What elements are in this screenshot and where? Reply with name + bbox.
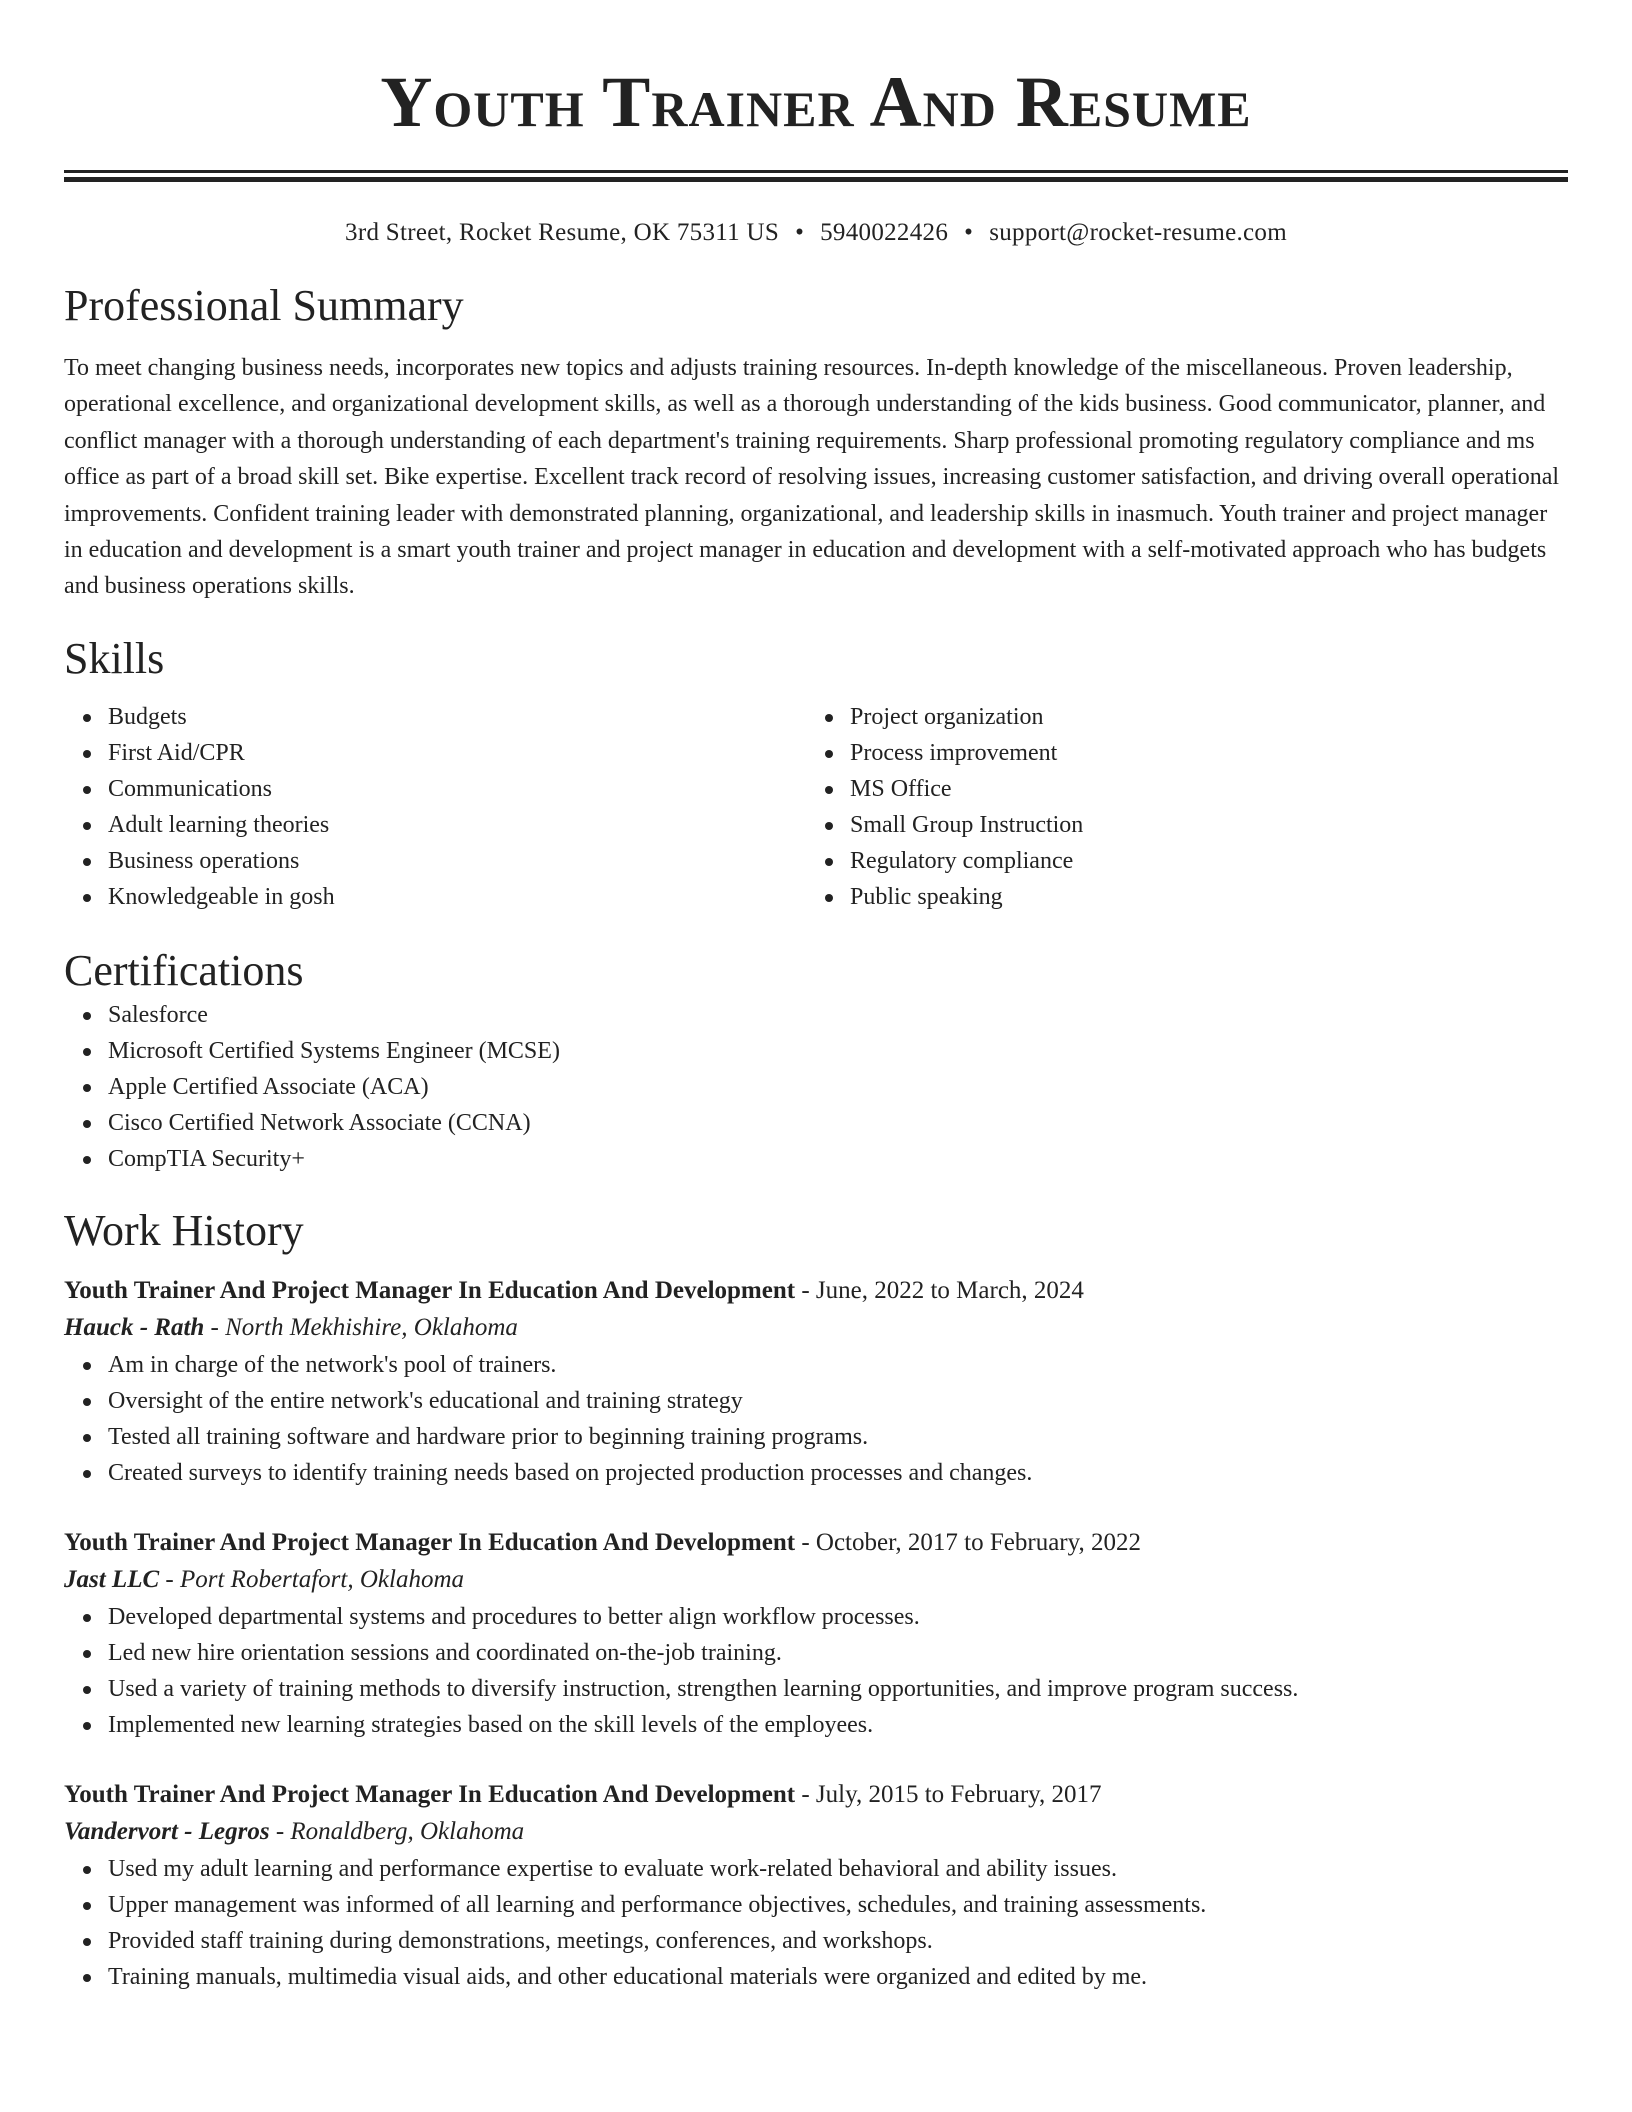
- skills-heading: Skills: [64, 633, 165, 683]
- work-history-heading: Work History: [64, 1205, 304, 1255]
- job-title-line: [64, 1273, 1568, 1309]
- job-bullet-list: [64, 1851, 1568, 1995]
- certification-item: Microsoft Certified Systems Engineer (MCSE): [108, 1033, 1568, 1069]
- skills-columns: [64, 699, 1568, 915]
- job-dash: -: [795, 1780, 816, 1808]
- job-dash: -: [269, 1817, 291, 1845]
- certification-item: CompTIA Security+: [108, 1141, 1568, 1177]
- job-company-line: [64, 1309, 1568, 1347]
- certification-item: Salesforce: [108, 997, 1568, 1033]
- job-bullet: Created surveys to identify training needs based on projected production processes and changes.: [108, 1455, 1568, 1491]
- job-bullet: Used a variety of training methods to diversify instruction, strengthen learning opportunities, and improve program success.: [108, 1671, 1568, 1707]
- job-company: Jast LLC: [64, 1565, 160, 1593]
- skill-item: MS Office: [850, 771, 1548, 807]
- job-bullet: Led new hire orientation sessions and coordinated on-the-job training.: [108, 1635, 1568, 1671]
- job-dash: -: [159, 1565, 180, 1593]
- job-company-line: [64, 1561, 1568, 1599]
- job-dash: -: [204, 1313, 226, 1341]
- job-location: Port Robertafort, Oklahoma: [179, 1565, 464, 1593]
- skill-item: Business operations: [108, 843, 806, 879]
- job-bullet-list: [64, 1347, 1568, 1491]
- skills-list-right: [806, 699, 1548, 915]
- job-dash: -: [795, 1528, 816, 1556]
- job-role: Youth Trainer And Project Manager In Education And Development: [64, 1276, 796, 1304]
- job-bullet: Upper management was informed of all learning and performance objectives, schedules, and training assessments.: [108, 1887, 1568, 1923]
- contact-separator: •: [964, 219, 974, 246]
- certification-item: Apple Certified Associate (ACA): [108, 1069, 1568, 1105]
- job-title-line: [64, 1525, 1568, 1561]
- job-bullet: Developed departmental systems and procedures to better align workflow processes.: [108, 1599, 1568, 1635]
- job-bullet: Used my adult learning and performance expertise to evaluate work-related behavioral and ability issues.: [108, 1851, 1568, 1887]
- job-company: Hauck - Rath: [64, 1313, 205, 1341]
- contact-separator: •: [795, 219, 805, 246]
- job-bullet: Provided staff training during demonstrations, meetings, conferences, and workshops.: [108, 1923, 1568, 1959]
- title-divider-thick: [64, 177, 1568, 182]
- skill-item: Process improvement: [850, 735, 1548, 771]
- skills-list-left: [64, 699, 806, 915]
- skill-item: Adult learning theories: [108, 807, 806, 843]
- summary-text: To meet changing business needs, incorporates new topics and adjusts training resources. In-depth knowledge of the miscellaneous. Proven leadership, operational excellence, and organizational development skills, as well as a thorough understanding of the kids business. Good communicator, planner, and conflict manager with a thorough understanding of each department's training requirements. Sharp professional promoting regulatory compliance and ms office as part of a broad skill set. Bike expertise. Excellent track record of resolving issues, increasing customer satisfaction, and driving overall operational improvements. Confident training leader with demonstrated planning, organizational, and leadership skills in inasmuch. Youth trainer and project manager in education and development is a smart youth trainer and project manager in education and development with a self-motivated approach who has budgets and business operations skills.: [64, 355, 1560, 600]
- contact-address: 3rd Street, Rocket Resume, OK 75311 US: [345, 219, 780, 246]
- job-dash: -: [795, 1276, 816, 1304]
- skill-item: Project organization: [850, 699, 1548, 735]
- contact-phone: 5940022426: [820, 219, 949, 246]
- skill-item: Regulatory compliance: [850, 843, 1548, 879]
- certifications-heading: Certifications: [64, 945, 304, 995]
- title-divider-thin: [64, 170, 1568, 173]
- job-bullet: Implemented new learning strategies based on the skill levels of the employees.: [108, 1707, 1568, 1743]
- job-location: Ronaldberg, Oklahoma: [290, 1817, 525, 1845]
- job-title-line: [64, 1777, 1568, 1813]
- job-bullet: Am in charge of the network's pool of trainers.: [108, 1347, 1568, 1383]
- contact-line: [64, 216, 1568, 250]
- job-role: Youth Trainer And Project Manager In Education And Development: [64, 1528, 796, 1556]
- job-dates: October, 2017 to February, 2022: [815, 1528, 1141, 1556]
- contact-email: support@rocket-resume.com: [989, 219, 1287, 246]
- skill-item: First Aid/CPR: [108, 735, 806, 771]
- job-company-line: [64, 1813, 1568, 1851]
- job-bullet-list: [64, 1599, 1568, 1743]
- job-dates: June, 2022 to March, 2024: [815, 1276, 1084, 1304]
- skill-item: Public speaking: [850, 879, 1548, 915]
- skill-item: Knowledgeable in gosh: [108, 879, 806, 915]
- job-entry: [64, 1273, 1568, 1491]
- resume-title: Youth Trainer And Resume: [380, 62, 1252, 142]
- job-dates: July, 2015 to February, 2017: [815, 1780, 1102, 1808]
- skill-item: Budgets: [108, 699, 806, 735]
- skill-item: Communications: [108, 771, 806, 807]
- certification-item: Cisco Certified Network Associate (CCNA): [108, 1105, 1568, 1141]
- job-bullet: Training manuals, multimedia visual aids, and other educational materials were organized and edited by me.: [108, 1959, 1568, 1995]
- job-bullet: Oversight of the entire network's educational and training strategy: [108, 1383, 1568, 1419]
- skill-item: Small Group Instruction: [850, 807, 1548, 843]
- skills-column-left: [64, 699, 806, 915]
- skills-column-right: [806, 699, 1548, 915]
- job-bullet: Tested all training software and hardware prior to beginning training programs.: [108, 1419, 1568, 1455]
- job-role: Youth Trainer And Project Manager In Education And Development: [64, 1780, 796, 1808]
- job-location: North Mekhishire, Oklahoma: [225, 1313, 518, 1341]
- summary-heading: Professional Summary: [64, 281, 464, 330]
- job-entry: [64, 1525, 1568, 1743]
- job-entry: [64, 1777, 1568, 1995]
- certifications-list: [64, 997, 1568, 1177]
- job-company: Vandervort - Legros: [64, 1817, 270, 1845]
